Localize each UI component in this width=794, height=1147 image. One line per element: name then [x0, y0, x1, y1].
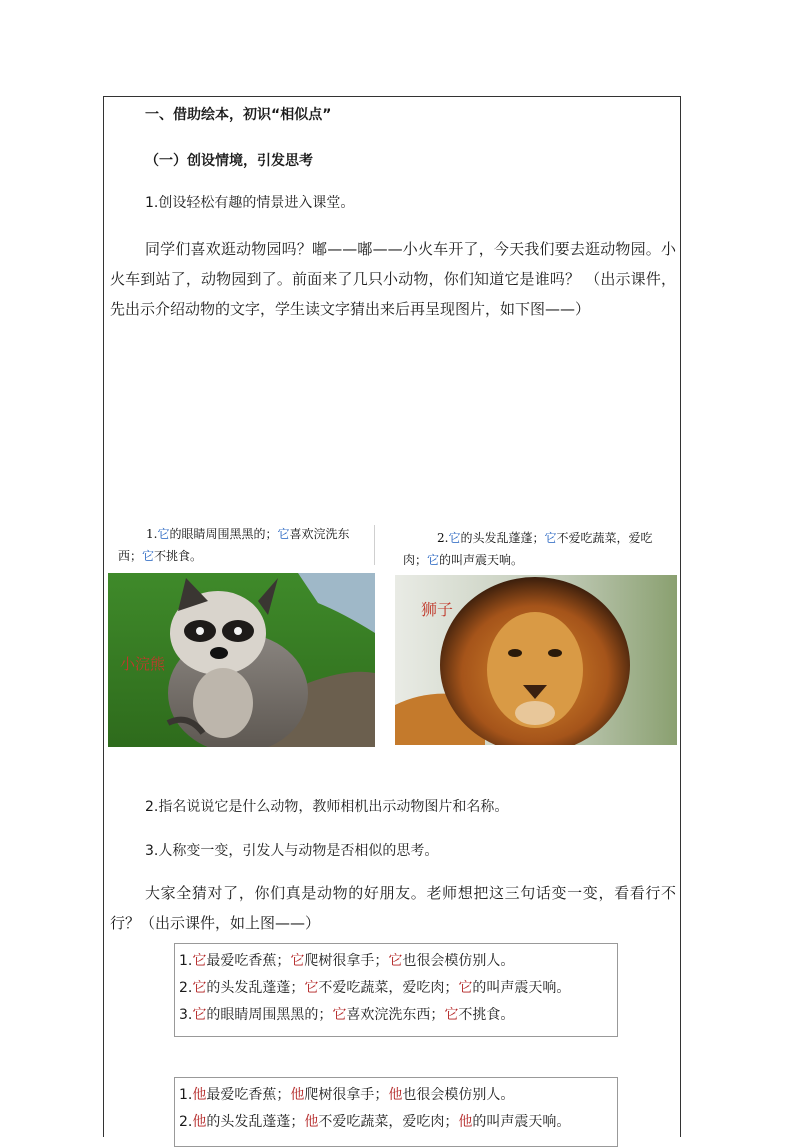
lion-card	[395, 517, 677, 745]
lion-caption: 2.它的头发乱蓬蓬；它不爱吃蔬菜，爱吃肉；它的叫声震天响。	[403, 531, 653, 567]
section-heading: 一、借助绘本，初识“相似点”	[145, 107, 332, 123]
subsection-heading: （一）创设情境，引发思考	[145, 153, 313, 169]
sentence-line: 3.它的眼睛周围黑黑的；它喜欢浣洗东西；它不挑食。	[179, 1007, 515, 1023]
raccoon-name: 小浣熊	[120, 655, 166, 673]
divider	[374, 525, 375, 565]
lion-image	[395, 575, 677, 745]
sentence-line: 2.他的头发乱蓬蓬；他不爱吃蔬菜，爱吃肉；他的叫声震天响。	[179, 1114, 571, 1130]
sentence-line: 1.它最爱吃香蕉；它爬树很拿手；它也很会模仿别人。	[179, 953, 515, 969]
sentence-box-it	[174, 943, 618, 1037]
sentence-line: 1.他最爱吃香蕉；他爬树很拿手；他也很会模仿别人。	[179, 1087, 515, 1103]
raccoon-card	[108, 517, 375, 747]
sentence-box-he	[174, 1077, 618, 1147]
step-1: 1.创设轻松有趣的情景进入课堂。	[145, 195, 355, 211]
intro-paragraph: 同学们喜欢逛动物园吗？嘟——嘟——小火车开了，今天我们要去逛动物园。小火车到站了，动物园到了。前面来了几只小动物，你们知道它是谁吗？ （出示课件，先出示介绍动物的文字，学生读文字猜出来后再呈现图片，如下图——）	[110, 240, 676, 318]
raccoon-image	[108, 573, 375, 747]
step-2: 2.指名说说它是什么动物，教师相机出示动物图片和名称。	[145, 799, 509, 815]
step-3: 3.人称变一变，引发人与动物是否相似的思考。	[145, 843, 439, 859]
transition-paragraph: 大家全猜对了，你们真是动物的好朋友。老师想把这三句话变一变，看看行不行？（出示课件，如上图——）	[110, 884, 676, 932]
lion-name: 狮子	[421, 600, 454, 619]
sentence-line: 2.它的头发乱蓬蓬；它不爱吃蔬菜，爱吃肉；它的叫声震天响。	[179, 980, 571, 996]
raccoon-caption: 1.它的眼睛周围黑黑的；它喜欢浣洗东西；它不挑食。	[118, 527, 350, 563]
